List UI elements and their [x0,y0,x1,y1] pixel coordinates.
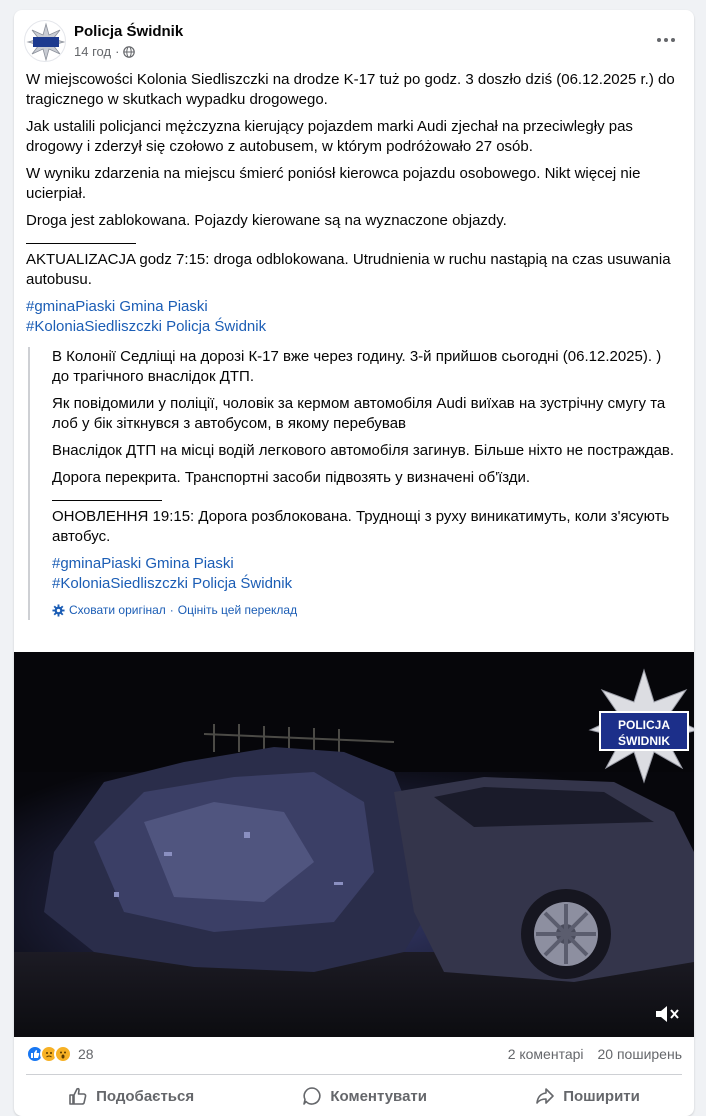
text-divider [26,243,136,244]
post-update: AKTUALIZACJA godz 7:15: droga odblokowana. Utrudnienia w ruchu nastąpią na czas usuwania autobusu. [26,251,671,288]
author-name[interactable]: Policja Świdnik [74,23,184,40]
crash-scene-image [14,652,694,1037]
share-button-label: Поширити [563,1087,640,1105]
translation-footer [52,600,682,620]
globe-icon [123,46,135,58]
translation-paragraph: Внаслідок ДТП на місці водій легкового автомобіля загинув. Більше ніхто не постраждав. [52,442,675,459]
post-actions [14,1076,694,1116]
post-header [14,10,694,70]
muted-speaker-icon[interactable] [654,1003,680,1025]
translation-hashtags [52,554,682,594]
page-avatar[interactable] [24,20,66,62]
post-paragraph: W miejscowości Kolonia Siedliszczki na drodze K-17 tuż po godz. 3 doszło dziś (06.12.2025 r.) do tragicznego w skutkach wypadku drogowego. [26,71,675,108]
comment-button-label: Коментувати [330,1087,427,1105]
translation-paragraph: Дорога перекрита. Транспортні засоби підвозять у визначені об'їзди. [52,469,531,486]
engagement-counts [508,1046,682,1062]
comment-button[interactable] [282,1080,447,1112]
comments-count[interactable]: 2 коментарі [507,1046,584,1062]
reaction-count[interactable]: 28 [78,1046,94,1062]
wow-reaction-icon [54,1045,72,1063]
police-star-logo [25,21,66,62]
post-time[interactable]: 14 год [74,44,112,59]
post-meta [74,44,135,59]
like-button[interactable] [48,1080,214,1112]
like-button-label: Подобається [96,1087,195,1105]
hashtag-link[interactable]: #gminaPiaski Gmina Piaski [26,298,208,315]
translation-paragraph: В Колонії Седліщі на дорозі К-17 вже через годину. 3-й прийшов сьогодні (06.12.2025). ) до трагічного внаслідок ДТП. [52,348,662,385]
badge-text-top: POLICJA [617,718,671,732]
thumbs-up-icon [68,1086,88,1106]
reaction-icons[interactable] [26,1045,68,1063]
comment-bubble-icon [302,1086,322,1106]
text-divider [52,500,162,501]
post-text [14,70,694,620]
hashtag-link[interactable]: #gminaPiaski Gmina Piaski [52,555,234,572]
meta-separator: · [115,44,120,59]
hide-original-link[interactable]: Сховати оригінал [69,603,166,617]
translation-block [28,347,682,620]
hashtag-link[interactable]: #KoloniaSiedliszczki Policja Świdnik [52,575,293,592]
post-paragraph: W wyniku zdarzenia na miejscu śmierć poniósł kierowca pojazdu osobowego. Nikt więcej nie ucierpiał. [26,165,641,202]
translation-update: ОНОВЛЕННЯ 19:15: Дорога розблокована. Труднощі з руху виникатимуть, коли з'ясують автобус. [52,508,670,545]
hashtag-link[interactable]: #KoloniaSiedliszczki Policja Świdnik [26,318,267,335]
post-paragraph: Droga jest zablokowana. Pojazdy kierowane są na wyznaczone objazdy. [26,212,507,229]
gear-icon[interactable] [52,604,65,617]
actions-divider [26,1074,682,1075]
shares-count[interactable]: 20 поширень [597,1046,682,1062]
share-arrow-icon [535,1086,555,1106]
post-paragraph: Jak ustalili policjanci mężczyzna kierujący pojazdem marki Audi zjechał na przeciwległy pas drogowy i zderzył się czołowo z autobusem, w którym podróżowało 27 osób. [26,118,633,155]
reaction-stats [14,1042,694,1066]
translation-paragraph: Як повідомили у поліції, чоловік за кермом автомобіля Audi виїхав на зустрічну смугу та лоб у бік зіткнувся з автобусом, в якому перебував [52,395,666,432]
post-photo[interactable] [14,652,694,1037]
badge-text-bottom: ŚWIDNIK [618,734,670,748]
rate-translation-link[interactable]: Оцініть цей переклад [177,603,298,617]
more-options-icon[interactable] [652,28,680,52]
footer-separator: · [169,603,174,617]
hashtags [26,297,682,337]
share-button[interactable] [515,1080,660,1112]
post-card [14,10,694,1116]
